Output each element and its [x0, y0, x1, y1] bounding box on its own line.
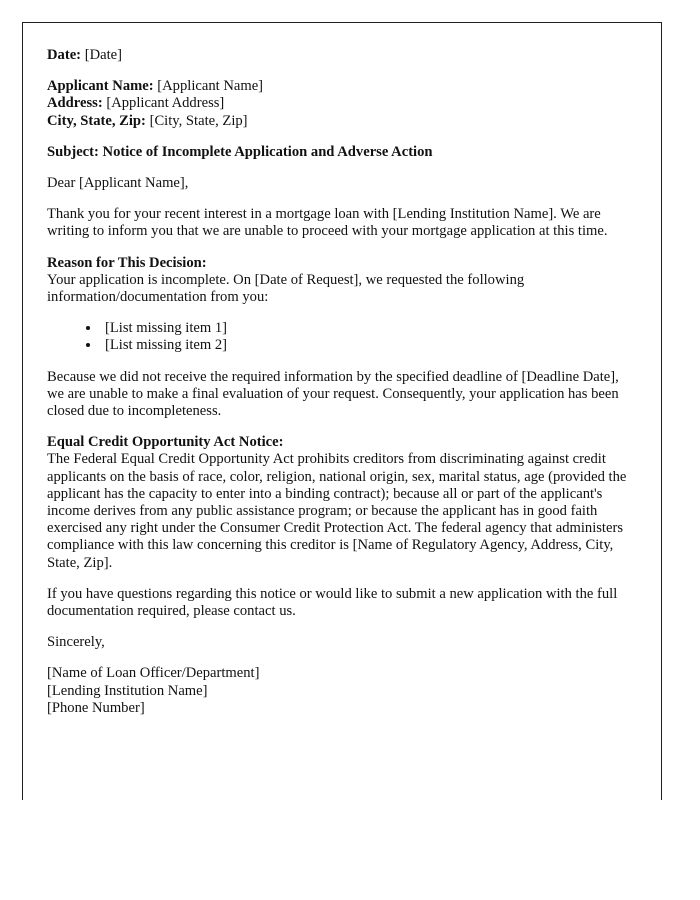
applicant-city-state-zip-line — [47, 113, 631, 130]
applicant-address-line — [47, 95, 631, 112]
closing-block — [47, 634, 631, 651]
signature-block — [47, 665, 631, 717]
salutation: Dear [Applicant Name], — [47, 175, 189, 192]
list-item: • [List missing item 1] — [101, 320, 631, 337]
address-label: Address: — [47, 95, 103, 112]
closure-paragraph: Because we did not receive the required information by the specified deadline of [Deadline Date], we are unable to make a final evaluation of your request. Consequently, your application has been closed due to incompleteness. — [47, 368, 619, 420]
intro-paragraph: Thank you for your recent interest in a mortgage loan with [Lending Institution Name]. We are writing to inform you that we are unable to proceed with your mortgage application at this time. — [47, 206, 608, 240]
address-value: [Applicant Address] — [106, 95, 225, 112]
date-label: Date: — [47, 47, 82, 63]
date-block — [47, 47, 631, 64]
letter-body — [23, 23, 661, 717]
closing-salutation: Sincerely, — [47, 634, 105, 651]
list-item: • [List missing item 2] — [101, 337, 631, 354]
reason-section — [47, 255, 631, 355]
applicant-block — [47, 78, 631, 130]
ecoa-section — [47, 434, 631, 572]
ecoa-heading: Equal Credit Opportunity Act Notice: — [47, 434, 284, 451]
applicant-name-line — [47, 78, 631, 95]
reason-heading: Reason for This Decision: — [47, 254, 207, 271]
subject-block — [47, 144, 631, 161]
date-value: [Date] — [84, 47, 122, 63]
salutation-block — [47, 175, 631, 192]
missing-items-list — [47, 320, 631, 354]
ecoa-body: The Federal Equal Credit Opportunity Act prohibits creditors from discriminating against credit applicants on the basis of race, color, religion, national origin, sex, marital status, age (provided the applicant has the capacity to enter into a binding contract); because all or part of the applicant's income derives from any public assistance program; or because the applicant has in good faith exercised any right under the Consumer Credit Protection Act. The federal agency that administers compliance with this law concerning this creditor is [Name of Regulatory Agency, Address, City, State, Zip]. — [47, 451, 627, 571]
subject-label: Subject: — [47, 143, 99, 160]
letter-page — [22, 22, 662, 800]
subject-line — [47, 144, 631, 161]
applicant-name-value: [Applicant Name] — [157, 78, 264, 95]
reason-body: Your application is incomplete. On [Date of Request], we requested the following information/documentation from you: — [47, 271, 525, 306]
subject-text: Notice of Incomplete Application and Adverse Action — [102, 143, 433, 160]
signature-phone: [Phone Number] — [47, 699, 145, 716]
city-state-zip-value: [City, State, Zip] — [149, 112, 248, 129]
city-state-zip-label: City, State, Zip: — [47, 112, 146, 129]
signature-officer: [Name of Loan Officer/Department] — [47, 665, 260, 682]
applicant-name-label: Applicant Name: — [47, 78, 154, 95]
date-line — [47, 47, 631, 64]
contact-paragraph: If you have questions regarding this notice or would like to submit a new application with the full documentation required, please contact us. — [47, 585, 618, 620]
signature-institution: [Lending Institution Name] — [47, 682, 208, 699]
